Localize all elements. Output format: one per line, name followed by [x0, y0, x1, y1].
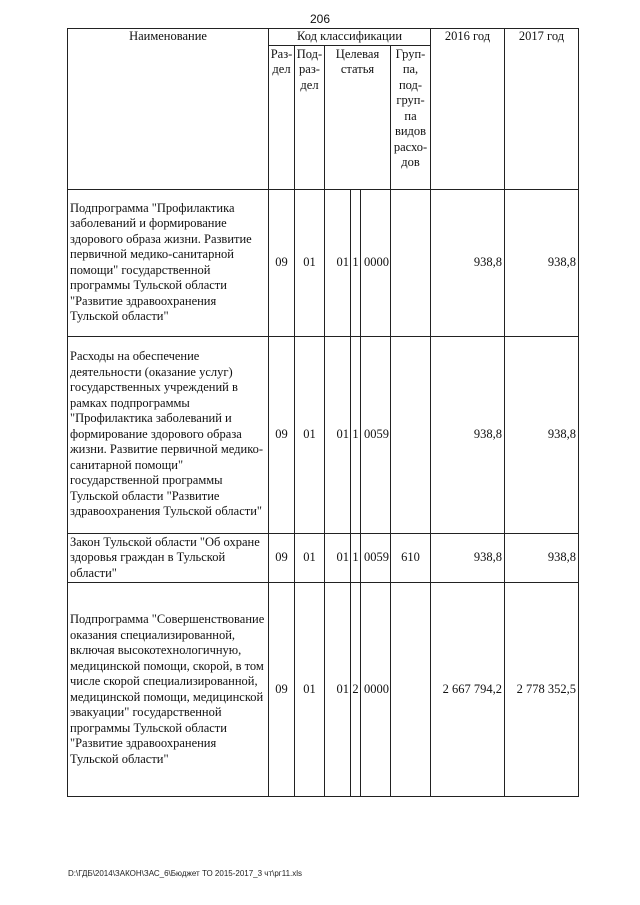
row-target-2: 2: [351, 583, 361, 797]
row-name: Закон Тульской области "Об охране здоровья граждан в Тульской области": [68, 533, 269, 583]
row-section: 09: [269, 189, 295, 336]
row-group: 610: [391, 533, 431, 583]
row-value-2016: 938,8: [431, 189, 505, 336]
row-group: [391, 583, 431, 797]
row-subsection: 01: [295, 583, 325, 797]
header-year-2017: 2017 год: [505, 29, 579, 190]
header-code-group: Код классификации: [269, 29, 431, 46]
row-target-2: 1: [351, 533, 361, 583]
header-subsection: Под- раз- дел: [295, 45, 325, 189]
page-number: 206: [309, 12, 331, 26]
row-name: Подпрограмма "Профилактика заболеваний и формирование здорового образа жизни. Развитие первичной медико-санитарной помощи" государственной программы Тульской области "Развитие здравоохранения Тульской области": [68, 189, 269, 336]
row-name: Подпрограмма "Совершенствование оказания специализированной, включая высокотехнологичную, медицинской помощи, скорой, в том числе скорой специализированной, медицинской помощи, медицинской эвакуации" государственной программы Тульской области "Развитие здравоохранения Тульской области": [68, 583, 269, 797]
row-target-3: 0000: [361, 189, 391, 336]
table-row: [68, 336, 579, 533]
header-target: Целевая статья: [325, 45, 391, 189]
budget-table: [67, 28, 579, 797]
row-section: 09: [269, 533, 295, 583]
row-target-3: 0059: [361, 336, 391, 533]
header-section: Раз- дел: [269, 45, 295, 189]
row-group: [391, 336, 431, 533]
row-section: 09: [269, 583, 295, 797]
row-value-2017: 938,8: [505, 533, 579, 583]
row-name: Расходы на обеспечение деятельности (оказание услуг) государственных учреждений в рамках подпрограммы "Профилактика заболеваний и формирование здорового образа жизни. Развитие первичной медико-санитарной помощи" государственной программы Тульской области "Развитие здравоохранения Тульской области": [68, 336, 269, 533]
row-section: 09: [269, 336, 295, 533]
row-value-2017: 938,8: [505, 336, 579, 533]
row-subsection: 01: [295, 336, 325, 533]
row-target-2: 1: [351, 189, 361, 336]
row-subsection: 01: [295, 533, 325, 583]
row-value-2017: 2 778 352,5: [505, 583, 579, 797]
row-value-2017: 938,8: [505, 189, 579, 336]
file-path-footer: D:\ГДБ\2014\ЗАКОН\ЗАС_6\Бюджет ТО 2015-2017_3 чт\рг11.xls: [68, 869, 303, 878]
row-value-2016: 938,8: [431, 336, 505, 533]
table-row: [68, 533, 579, 583]
row-value-2016: 938,8: [431, 533, 505, 583]
header-year-2016: 2016 год: [431, 29, 505, 190]
row-subsection: 01: [295, 189, 325, 336]
table-row: [68, 189, 579, 336]
row-group: [391, 189, 431, 336]
row-value-2016: 2 667 794,2: [431, 583, 505, 797]
row-target-1: 01: [325, 189, 351, 336]
row-target-1: 01: [325, 336, 351, 533]
row-target-2: 1: [351, 336, 361, 533]
row-target-1: 01: [325, 583, 351, 797]
table-row: [68, 583, 579, 797]
row-target-3: 0000: [361, 583, 391, 797]
header-group: Груп- па, под- груп- па видов расхо- дов: [391, 45, 431, 189]
row-target-1: 01: [325, 533, 351, 583]
header-name: Наименование: [68, 29, 269, 190]
row-target-3: 0059: [361, 533, 391, 583]
